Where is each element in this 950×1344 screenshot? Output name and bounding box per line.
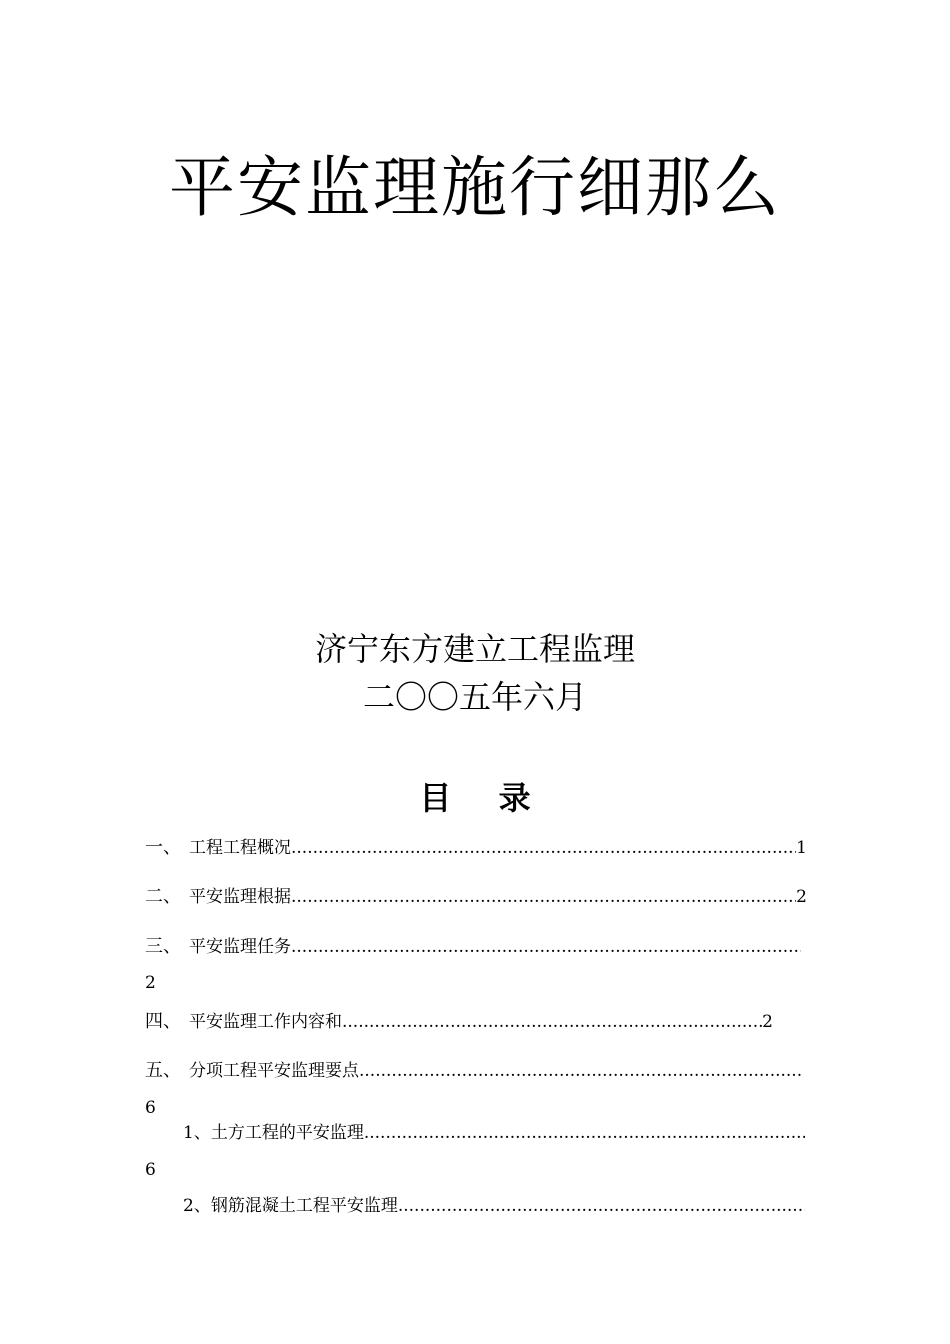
toc-item-label: 分项工程平安监理要点: [189, 1061, 359, 1081]
toc-leader-dots: [291, 935, 801, 959]
toc-subitem[interactable]: [183, 1121, 805, 1145]
organization-name: 济宁东方建立工程监理: [314, 630, 635, 668]
toc-leader-dots: [342, 1010, 762, 1034]
document-date: 二〇〇五年六月: [362, 678, 587, 716]
toc-subitem[interactable]: [183, 1194, 805, 1218]
toc-subitem-label: 1、土方工程的平安监理: [183, 1123, 364, 1143]
toc-item-number: 三、: [145, 936, 181, 957]
toc-subitem-page: 6: [145, 1160, 156, 1180]
toc-item-label: 工程工程概况: [189, 838, 291, 858]
toc-item-label: 平安监理根据: [189, 887, 291, 907]
toc-leader-dots: [291, 885, 796, 909]
toc-leader-dots: [359, 1059, 801, 1083]
toc-item-label: 平安监理任务: [189, 937, 291, 957]
toc-item-label: 平安监理工作内容和: [189, 1012, 342, 1032]
toc-item-page: 6: [145, 1098, 156, 1118]
toc-item-page: 2: [796, 887, 807, 907]
toc-leader-dots: [398, 1194, 805, 1218]
toc-item-page: 2: [762, 1012, 773, 1032]
toc-item[interactable]: [145, 1059, 801, 1083]
toc-item[interactable]: [145, 1010, 773, 1034]
toc-item-number: 二、: [145, 886, 181, 907]
toc-heading: 目 录: [419, 779, 549, 817]
toc-item-page: 1: [796, 838, 807, 858]
toc-subitem-label: 2、钢筋混凝土工程平安监理: [183, 1196, 398, 1216]
toc-leader-dots: [291, 836, 796, 860]
toc-item-number: 五、: [145, 1060, 181, 1081]
toc-item[interactable]: [145, 836, 807, 860]
toc-item-number: 四、: [145, 1011, 181, 1032]
toc-item[interactable]: [145, 885, 807, 909]
toc-item-page: 2: [145, 973, 156, 993]
toc-leader-dots: [364, 1121, 805, 1145]
toc-item-number: 一、: [145, 837, 181, 858]
document-title: 平安监理施行细那么: [169, 149, 781, 226]
toc-item[interactable]: [145, 935, 801, 959]
